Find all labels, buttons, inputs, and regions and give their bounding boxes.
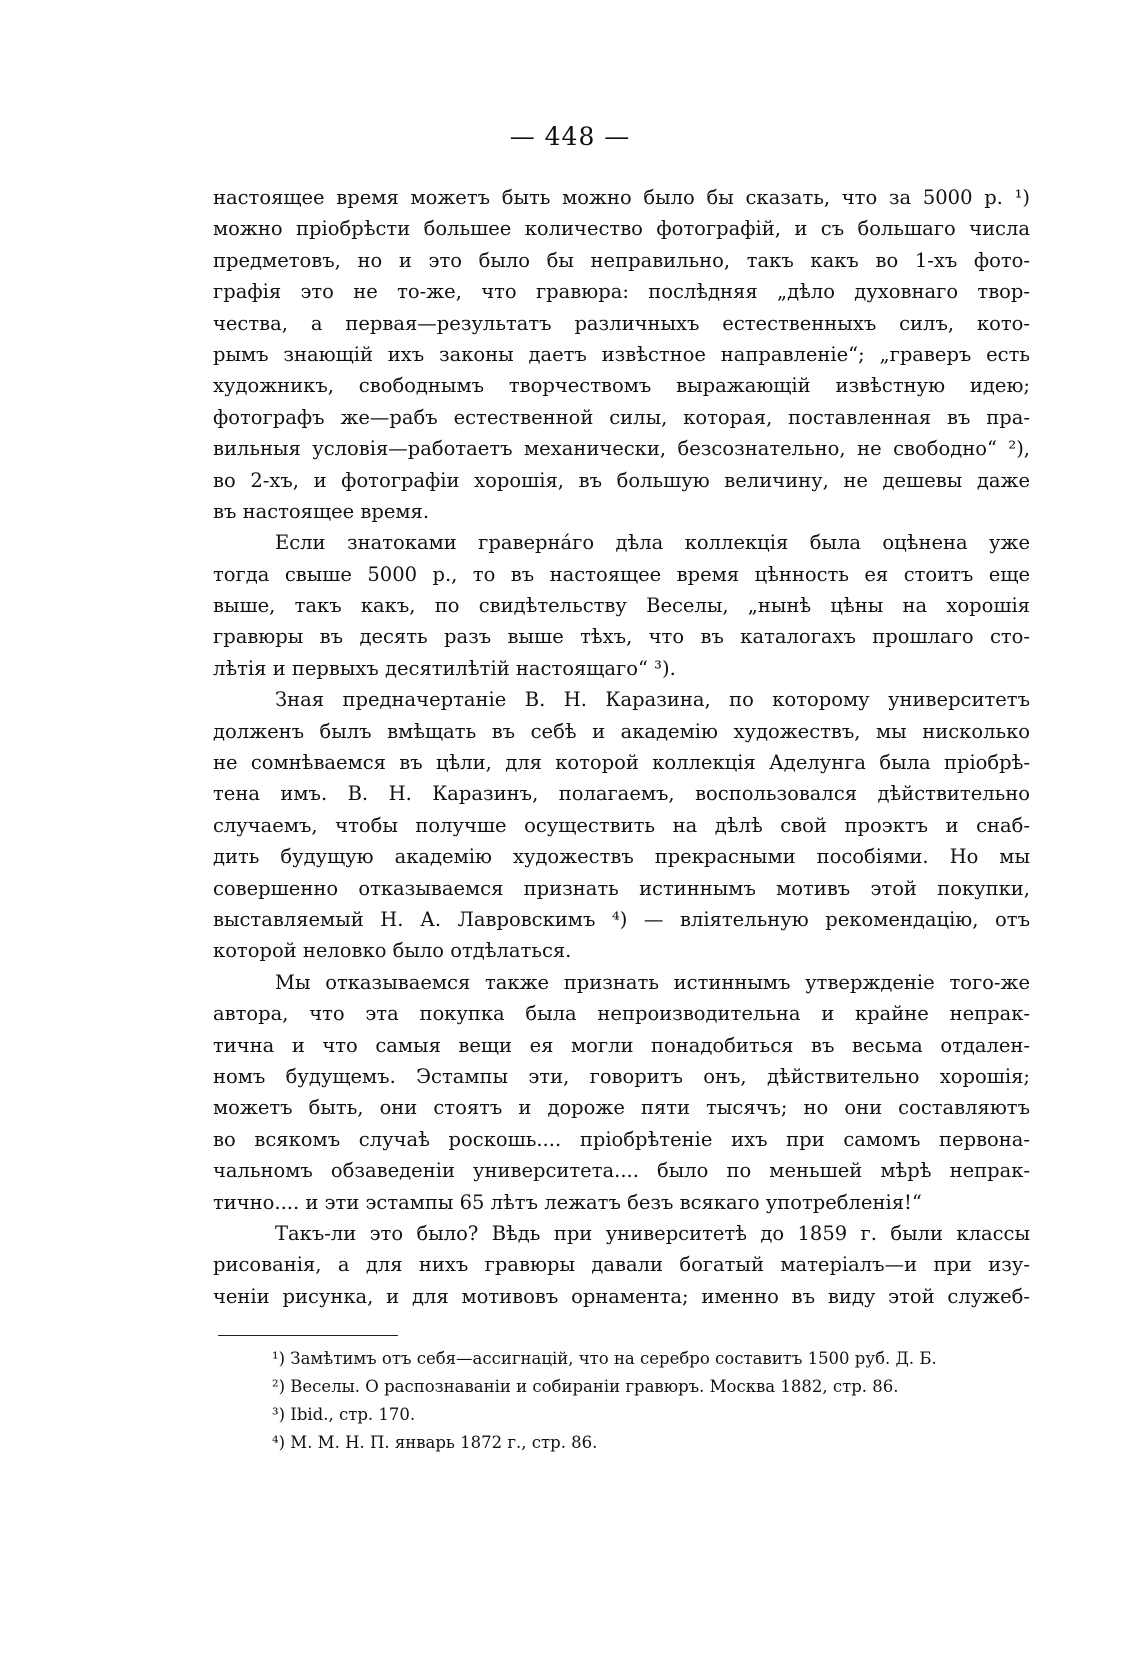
text-line: рисованія, а для нихъ гравюры давали богатый матеріалъ—и при изу- (213, 1253, 1030, 1277)
text-line: выставляемый Н. А. Лавровскимъ ⁴) — вліятельную рекомендацію, отъ (213, 907, 1030, 931)
text-line: графія это не то-же, что гравюра: послѣдняя „дѣло духовнаго твор- (213, 280, 1030, 304)
text-line: во 2-хъ, и фотографіи хорошія, въ большую величину, не дешевы даже (213, 468, 1030, 492)
body-text (213, 182, 1030, 1312)
text-line: чальномъ обзаведеніи университета.... было по меньшей мѣрѣ непрак- (213, 1159, 1030, 1183)
text-line: Такъ-ли это было? Вѣдь при университетѣ до 1859 г. были классы (275, 1221, 1030, 1245)
text-line: лѣтія и первыхъ десятилѣтій настоящаго“ ³). (213, 656, 676, 680)
text-line: тично.... и эти эстампы 65 лѣтъ лежатъ безъ всякаго употребленія!“ (213, 1190, 922, 1214)
text-line: предметовъ, но и это было бы неправильно, такъ какъ во 1-хъ фото- (213, 248, 1030, 272)
footnote-1: ¹) Замѣтимъ отъ себя—ассигнацій, что на серебро составитъ 1500 руб. Д. Б. (272, 1349, 937, 1368)
text-line: рымъ знающій ихъ законы даетъ извѣстное направленіе“; „граверъ есть (213, 342, 1030, 366)
text-line: настоящее время можетъ быть можно было бы сказать, что за 5000 р. ¹) (213, 186, 1030, 209)
text-line: фотографъ же—рабъ естественной силы, которая, поставленная въ пра- (213, 405, 1030, 429)
text-line: ченіи рисунка, и для мотивовъ орнамента; именно въ виду этой служеб- (213, 1284, 1030, 1308)
footnote-divider (218, 1335, 398, 1336)
text-line: автора, что эта покупка была непроизводительна и крайне непрак- (213, 1002, 1030, 1026)
text-line: долженъ былъ вмѣщать въ себѣ и академію художествъ, мы нисколько (213, 719, 1030, 743)
text-line: тена имъ. В. Н. Каразинъ, полагаемъ, воспользовался дѣйствительно (213, 782, 1030, 806)
text-line: можетъ быть, они стоятъ и дороже пяти тысячъ; но они составляютъ (213, 1096, 1030, 1120)
text-line: тична и что самыя вещи ея могли понадобиться въ весьма отдален- (213, 1033, 1030, 1057)
footnote-3: ³) Ibid., стр. 170. (272, 1405, 416, 1424)
text-line: которой неловко было отдѣлаться. (213, 939, 572, 963)
text-line: въ настоящее время. (213, 499, 430, 523)
text-line: выше, такъ какъ, по свидѣтельству Веселы, „нынѣ цѣны на хорошія (213, 594, 1030, 618)
text-line: дить будущую академію художествъ прекрасными пособіями. Но мы (213, 845, 1030, 869)
footnotes (272, 1345, 1032, 1457)
text-line: Зная предначертаніе В. Н. Каразина, по которому университетъ (275, 688, 1030, 712)
text-line: во всякомъ случаѣ роскошь.... пріобрѣтеніе ихъ при самомъ первона- (213, 1127, 1030, 1151)
text-line: Мы отказываемся также признать истиннымъ утвержденіе того-же (275, 970, 1030, 994)
text-line: гравюры въ десять разъ выше тѣхъ, что въ каталогахъ прошлаго сто- (213, 625, 1030, 649)
footnote-2: ²) Веселы. О распознаваніи и собираніи гравюръ. Москва 1882, стр. 86. (272, 1377, 899, 1396)
text-line: чества, а первая—результатъ различныхъ естественныхъ силъ, кото- (213, 311, 1030, 335)
text-line: совершенно отказываемся признать истиннымъ мотивъ этой покупки, (213, 876, 1030, 900)
text-line: не сомнѣваемся въ цѣли, для которой коллекція Аделунга была пріобрѣ- (213, 751, 1030, 775)
text-line: можно пріобрѣсти большее количество фотографій, и съ большаго числа (213, 217, 1030, 241)
text-line: тогда свыше 5000 р., то въ настоящее время цѣнность ея стоитъ еще (213, 562, 1030, 586)
page-number: — 448 — (509, 122, 631, 151)
text-line: вильныя условія—работаетъ механически, безсознательно, не свободно“ ²), (213, 437, 1030, 461)
text-line: художникъ, свободнымъ творчествомъ выражающій извѣстную идею; (213, 374, 1030, 398)
footnote-4: ⁴) М. М. Н. П. январь 1872 г., стр. 86. (272, 1433, 598, 1452)
text-line: Если знатоками граверна́го дѣла коллекція была оцѣнена уже (275, 531, 1030, 555)
text-line: номъ будущемъ. Эстампы эти, говоритъ онъ, дѣйствительно хорошія; (213, 1064, 1030, 1088)
text-line: случаемъ, чтобы получше осуществить на дѣлѣ свой проэктъ и снаб- (213, 813, 1030, 837)
